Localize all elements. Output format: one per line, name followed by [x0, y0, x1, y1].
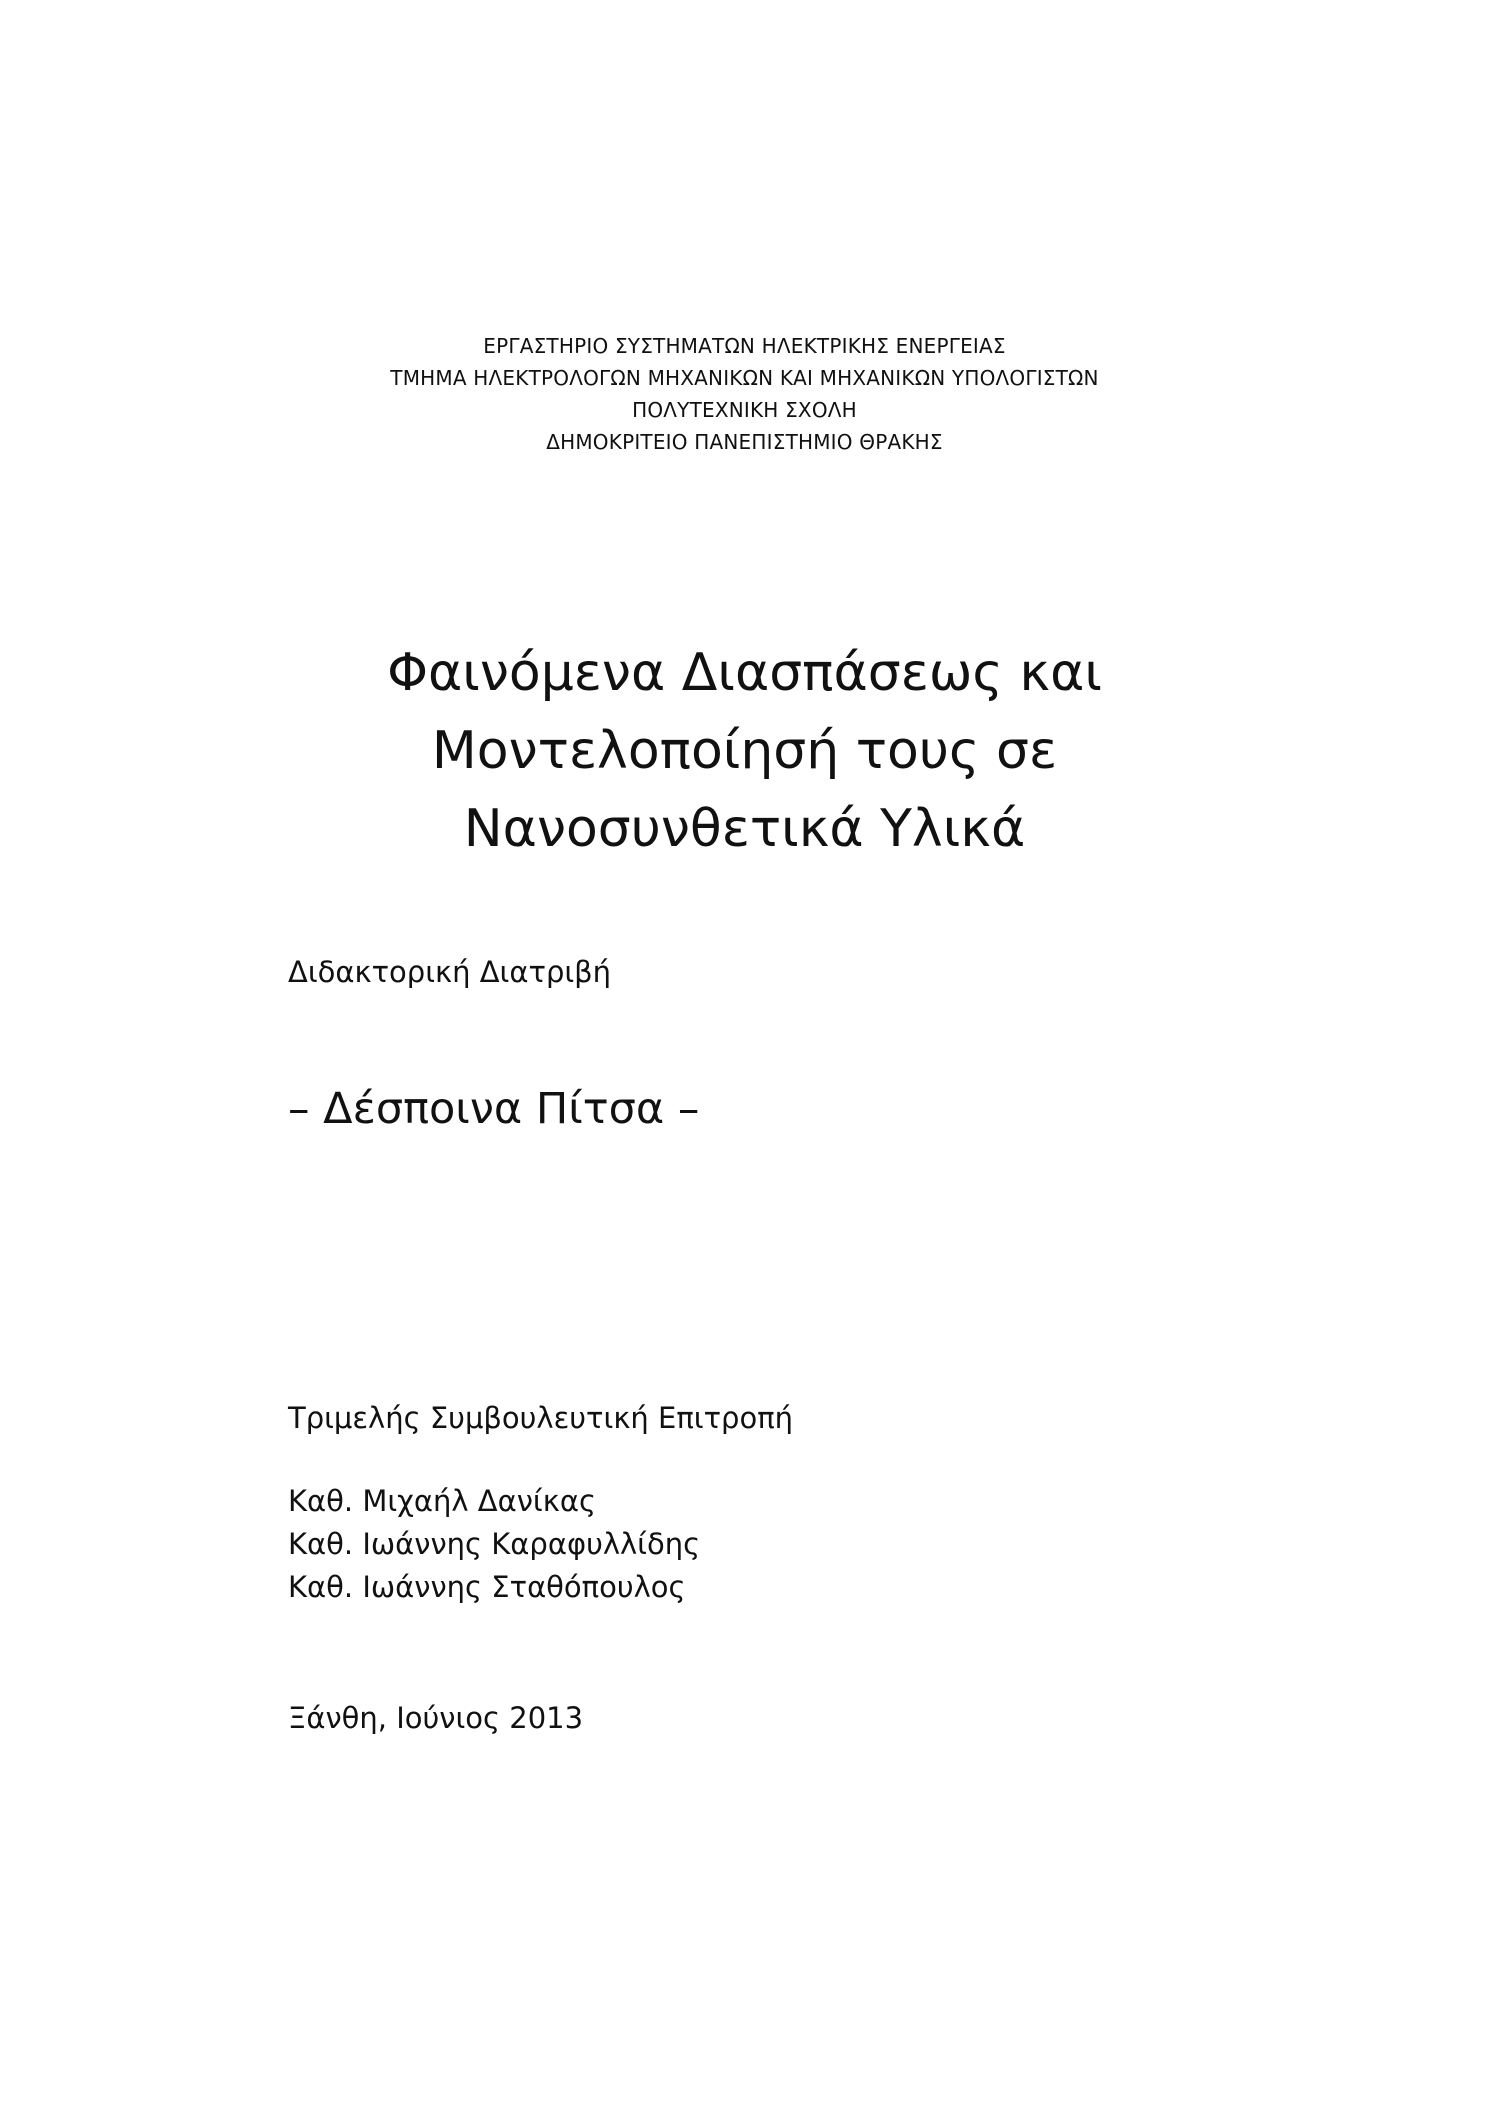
committee-member: Καθ. Μιχαήλ Δανίκας — [288, 1484, 596, 1518]
title-line-3: Νανοσυνθετικά Υλικά — [463, 799, 1026, 859]
institution-header — [0, 330, 1489, 458]
header-school: ΠΟΛΥΤΕΧΝΙΚΗ ΣΧΟΛΗ — [632, 398, 857, 422]
place-date: Ξάνθη, Ιούνιος 2013 — [288, 1701, 584, 1735]
thesis-type: Διδακτορική Διατριβή — [288, 955, 612, 989]
header-university: ΔΗΜΟΚΡΙΤΕΙΟ ΠΑΝΕΠΙΣΤΗΜΙΟ ΘΡΑΚΗΣ — [546, 430, 943, 454]
committee-member: Καθ. Ιωάννης Καραφυλλίδης — [288, 1527, 701, 1561]
committee-member: Καθ. Ιωάννης Σταθόπουλος — [288, 1570, 686, 1604]
thesis-title — [0, 634, 1489, 868]
author-name: – Δέσποινα Πίτσα – — [288, 1084, 700, 1134]
committee-list — [288, 1480, 700, 1609]
header-department: ΤΜΗΜΑ ΗΛΕΚΤΡΟΛΟΓΩΝ ΜΗΧΑΝΙΚΩΝ ΚΑΙ ΜΗΧΑΝΙΚΩΝ ΥΠΟΛΟΓΙΣΤΩΝ — [390, 366, 1099, 390]
committee-heading: Τριμελής Συμβουλευτική Επιτροπή — [288, 1401, 794, 1435]
header-laboratory: ΕΡΓΑΣΤΗΡΙΟ ΣΥΣΤΗΜΑΤΩΝ ΗΛΕΚΤΡΙΚΗΣ ΕΝΕΡΓΕΙΑΣ — [483, 334, 1006, 358]
title-line-1: Φαινόμενα Διασπάσεως και — [387, 643, 1102, 703]
title-line-2: Μοντελοποίησή τους σε — [431, 721, 1058, 781]
